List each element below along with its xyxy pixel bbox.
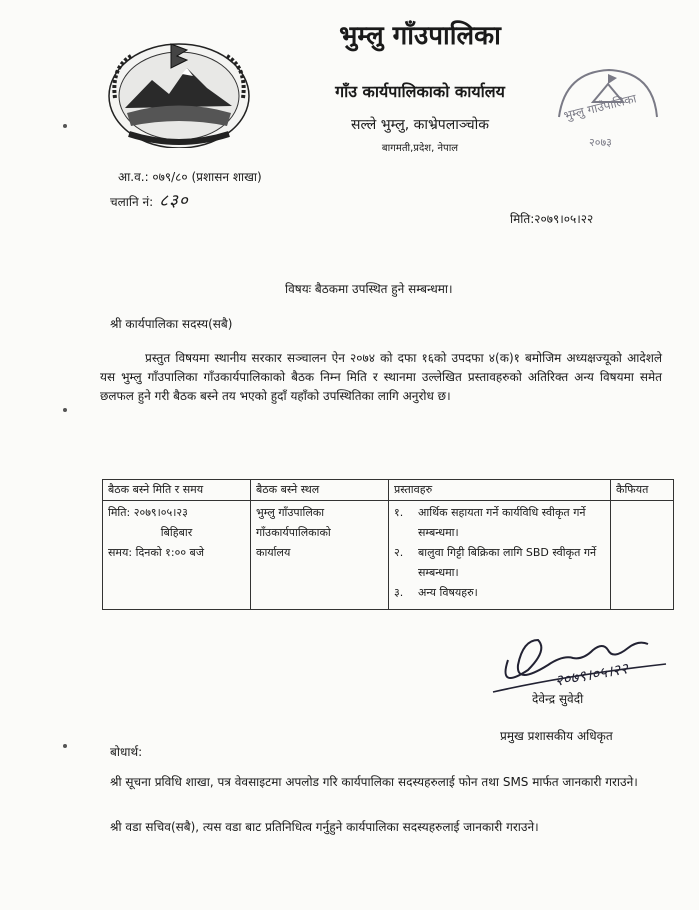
office-stamp <box>553 62 663 152</box>
header-remarks: कैफियत <box>611 480 674 501</box>
cc-item: श्री वडा सचिव(सबै), त्यस वडा बाट प्रतिनिधित्व गर्नुहुने कार्यपालिका सदस्यहरुलाई जानकारी गराउने। <box>110 820 539 834</box>
meeting-date: मिति: २०७९।०५।२३ <box>108 506 188 519</box>
office-name: गाँउ कार्यपालिकाको कार्यालय <box>335 82 505 101</box>
header-agenda: प्रस्तावहरु <box>389 480 611 501</box>
meeting-day: बिहिबार <box>160 526 193 539</box>
venue-line: कार्यालय <box>256 546 291 559</box>
table-row <box>103 501 674 610</box>
signature <box>488 620 673 698</box>
scan-mark <box>63 124 67 128</box>
venue-line: गाँउकार्यपालिकाको <box>256 526 331 539</box>
subject-line: विषयः बैठकमा उपस्थित हुने सम्बन्धमा। <box>285 282 453 296</box>
dispatch-number: ८३० <box>159 191 189 211</box>
cc-item: श्री सूचना प्रविधि शाखा, पत्र वेवसाइटमा अपलोड गरि कार्यपालिका सदस्यहरुलाई फोन तथा SMS मार्फत जानकारी गराउने। <box>110 775 638 789</box>
cell-remarks <box>611 501 674 610</box>
cell-date-time <box>103 501 251 610</box>
municipality-title: भुम्लु गाँउपालिका <box>339 21 501 51</box>
agenda-number: २. <box>394 546 404 559</box>
dispatch-number-row <box>110 188 189 211</box>
agenda-number: १. <box>394 506 404 519</box>
svg-text:भुम्लु गाउँपालिका: भुम्लु गाउँपालिका <box>562 91 638 123</box>
meeting-table <box>102 479 674 610</box>
signature-date: २०७९।०५।२२ <box>553 659 630 690</box>
cc-title: बोधार्थ: <box>110 745 143 759</box>
table-header-row <box>103 480 674 501</box>
scan-mark <box>63 408 67 412</box>
emblem <box>107 38 252 148</box>
nepal-emblem-icon <box>107 38 252 148</box>
signer-name: देवेन्द्र सुवेदी <box>532 692 584 706</box>
agenda-item <box>394 503 605 543</box>
svg-text:२०७३: २०७३ <box>589 136 612 149</box>
scan-mark <box>63 744 67 748</box>
fiscal-year: आ.व.: ०७९/८० (प्रशासन शाखा) <box>118 170 262 184</box>
agenda-text: आर्थिक सहायता गर्ने कार्यविधि स्वीकृत गर्ने सम्बन्धमा। <box>418 506 586 539</box>
header-venue: बैठक बस्ने स्थल <box>251 480 389 501</box>
agenda-item <box>394 583 605 603</box>
cell-venue <box>251 501 389 610</box>
recipient: श्री कार्यपालिका सदस्य(सबै) <box>110 317 233 331</box>
cell-agenda <box>389 501 611 610</box>
dispatch-label: चलानि नं: <box>110 195 154 209</box>
signature-scribble-icon <box>488 620 673 698</box>
agenda-number: ३. <box>394 586 404 599</box>
signer-designation: प्रमुख प्रशासकीय अधिकृत <box>500 729 613 743</box>
venue-line: भुम्लु गाँउपालिका <box>256 506 325 519</box>
letter-body: प्रस्तुत विषयमा स्थानीय सरकार सञ्चालन ऐन २०७४ को दफा १६को उपदफा ४(क)१ बमोजिम अध्यक्षज्यूको आदेशले यस भुम्लु गाँउपालिका गाँउकार्यपालिकाको बैठक निम्न मिति र स्थानमा उल्लेखित प्रस्तावहरुको अतिरिक्त अन्य विषयमा समेत छलफल हुने गरी बैठक बस्ने तय भएको हुदाँ यहाँको उपस्थितिका लागि अनुरोध छ। <box>100 351 662 403</box>
letter-date: मिति:२०७९।०५।२२ <box>510 212 594 226</box>
header-date-time: बैठक बस्ने मिति र समय <box>103 480 251 501</box>
agenda-text: अन्य विषयहरु। <box>418 586 478 599</box>
agenda-text: बालुवा गिट्टी बिक्रिका लागि SBD स्वीकृत गर्ने सम्बन्धमा। <box>418 546 597 579</box>
agenda-item <box>394 543 605 583</box>
office-seal-icon <box>553 62 663 152</box>
meeting-time: समय: दिनको १:०० बजे <box>108 546 204 559</box>
address-line-2: बागमती,प्रदेश, नेपाल <box>381 143 459 154</box>
address-line-1: सल्ले भुम्लु, काभ्रेपलाञ्चोक <box>351 117 489 133</box>
